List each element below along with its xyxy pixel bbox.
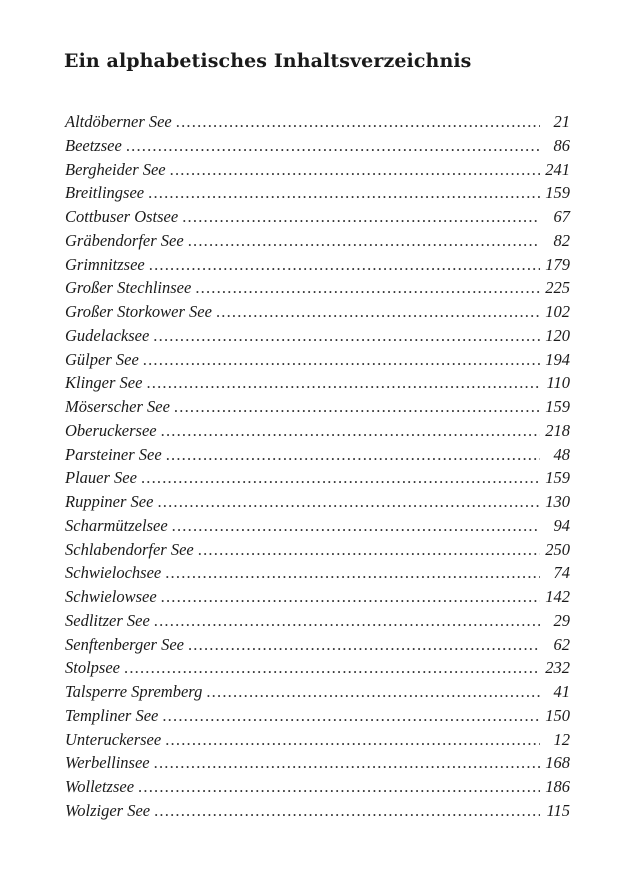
toc-entry-name: Klinger See <box>65 373 143 393</box>
toc-entry <box>65 207 570 231</box>
toc-entry-name: Oberuckersee <box>65 420 157 440</box>
toc-entry-name: Schwielochsee <box>65 563 162 583</box>
toc-entry-name: Senftenberger See <box>65 634 184 654</box>
toc-entry-page: 241 <box>545 159 570 179</box>
toc-entry <box>65 445 570 469</box>
toc-leader-dots <box>157 492 540 512</box>
toc-entry <box>65 540 570 564</box>
toc-entry <box>65 136 570 160</box>
toc-entry <box>65 112 570 136</box>
toc-leader-dots <box>149 255 540 275</box>
toc-entry-page: 102 <box>545 302 570 321</box>
toc-leader-dots <box>165 730 540 750</box>
toc-leader-dots <box>182 207 540 227</box>
toc-entry-page: 21 <box>553 112 570 131</box>
toc-entry-page: 110 <box>546 373 570 393</box>
toc-leader-dots <box>198 540 540 560</box>
toc-leader-dots <box>170 160 540 180</box>
toc-entry-page: 41 <box>553 682 570 701</box>
toc-entry <box>65 231 570 255</box>
toc-leader-dots <box>124 658 540 678</box>
toc-entry-name: Beetzsee <box>65 135 122 155</box>
toc-leader-dots <box>126 136 540 156</box>
toc-leader-dots <box>165 563 540 583</box>
toc-entry <box>65 326 570 350</box>
toc-entry <box>65 492 570 516</box>
toc-entry-page: 142 <box>545 587 570 606</box>
toc-entry-name: Wolletzsee <box>65 777 135 796</box>
toc-entry-page: 232 <box>545 658 570 678</box>
toc-leader-dots <box>138 777 540 797</box>
toc-leader-dots <box>154 801 540 821</box>
toc-entry-name: Talsperre Spremberg <box>65 682 203 701</box>
toc-entry-name: Cottbuser Ostsee <box>65 207 179 226</box>
toc-entry <box>65 516 570 540</box>
toc-entry-page: 179 <box>545 254 570 274</box>
toc-entry-name: Werbellinsee <box>65 753 150 773</box>
toc-entry-name: Gudelacksee <box>65 325 150 345</box>
toc-entry-name: Unteruckersee <box>65 729 162 749</box>
toc-entry <box>65 587 570 611</box>
toc-entry <box>65 801 570 825</box>
toc-entry <box>65 563 570 587</box>
toc-entry <box>65 421 570 445</box>
toc-leader-dots <box>141 468 540 488</box>
toc-leader-dots <box>172 516 540 536</box>
toc-entry-name: Scharmützelsee <box>65 515 168 535</box>
toc-leader-dots <box>188 635 540 655</box>
toc-entry <box>65 777 570 801</box>
toc-entry-page: 74 <box>553 563 570 583</box>
toc-leader-dots <box>146 373 540 393</box>
page-title: Ein alphabetisches Inhaltsverzeichnis <box>64 50 472 72</box>
toc-entry-page: 150 <box>545 705 570 725</box>
toc-entry <box>65 706 570 730</box>
toc-entry-name: Parsteiner See <box>65 444 162 464</box>
toc-entry <box>65 183 570 207</box>
toc-entry-page: 115 <box>546 800 570 820</box>
toc-leader-dots <box>154 611 540 631</box>
toc-leader-dots <box>174 397 540 417</box>
toc-entry-page: 159 <box>545 468 570 488</box>
toc-leader-dots <box>188 231 540 251</box>
toc-entry-page: 12 <box>553 729 570 749</box>
toc-leader-dots <box>143 350 540 370</box>
toc-leader-dots <box>148 183 540 203</box>
toc-entry-page: 159 <box>545 183 570 203</box>
toc-entry-page: 62 <box>553 634 570 654</box>
toc-entry-name: Plauer See <box>65 468 137 488</box>
toc-entry-name: Möserscher See <box>65 397 170 416</box>
toc-entry <box>65 682 570 706</box>
toc-entry-name: Schlabendorfer See <box>65 539 194 559</box>
toc-list <box>65 112 570 825</box>
toc-entry-name: Bergheider See <box>65 159 166 179</box>
toc-entry <box>65 730 570 754</box>
toc-entry-page: 120 <box>545 325 570 345</box>
toc-leader-dots <box>195 278 540 298</box>
toc-entry-page: 194 <box>545 349 570 369</box>
toc-entry-page: 218 <box>545 420 570 440</box>
toc-leader-dots <box>154 753 540 773</box>
toc-entry-name: Schwielowsee <box>65 587 157 606</box>
toc-entry <box>65 658 570 682</box>
toc-entry-name: Breitlingsee <box>65 183 145 203</box>
toc-entry-page: 130 <box>545 492 570 511</box>
toc-entry-page: 94 <box>553 515 570 535</box>
toc-leader-dots <box>161 587 540 607</box>
toc-entry-name: Großer Stechlinsee <box>65 278 192 298</box>
toc-entry-page: 86 <box>553 135 570 155</box>
toc-leader-dots <box>166 445 540 465</box>
toc-entry <box>65 255 570 279</box>
toc-entry <box>65 350 570 374</box>
toc-leader-dots <box>162 706 540 726</box>
toc-entry-page: 159 <box>545 397 570 416</box>
toc-entry-page: 29 <box>553 610 570 630</box>
toc-entry-name: Stolpsee <box>65 658 120 678</box>
toc-entry <box>65 302 570 326</box>
toc-entry <box>65 373 570 397</box>
toc-entry-name: Templiner See <box>65 705 159 725</box>
toc-entry-page: 48 <box>553 444 570 464</box>
toc-leader-dots <box>216 302 540 322</box>
toc-entry-name: Großer Storkower See <box>65 302 212 321</box>
toc-entry-name: Altdöberner See <box>65 112 172 131</box>
toc-leader-dots <box>161 421 540 441</box>
toc-entry <box>65 397 570 421</box>
toc-entry <box>65 611 570 635</box>
toc-entry-page: 225 <box>545 278 570 298</box>
toc-entry <box>65 468 570 492</box>
toc-entry-name: Grimnitzsee <box>65 254 145 274</box>
toc-entry <box>65 160 570 184</box>
toc-entry-page: 168 <box>545 753 570 773</box>
toc-entry-name: Ruppiner See <box>65 492 154 511</box>
toc-entry-page: 67 <box>553 207 570 226</box>
toc-entry-name: Wolziger See <box>65 800 151 820</box>
toc-entry <box>65 635 570 659</box>
toc-leader-dots <box>206 682 540 702</box>
toc-entry-page: 186 <box>545 777 570 796</box>
toc-entry-name: Sedlitzer See <box>65 610 150 630</box>
toc-entry <box>65 753 570 777</box>
toc-entry-page: 82 <box>553 230 570 250</box>
toc-leader-dots <box>153 326 540 346</box>
toc-entry <box>65 278 570 302</box>
toc-entry-page: 250 <box>545 539 570 559</box>
toc-leader-dots <box>176 112 540 132</box>
toc-entry-name: Gräbendorfer See <box>65 230 184 250</box>
toc-entry-name: Gülper See <box>65 349 139 369</box>
